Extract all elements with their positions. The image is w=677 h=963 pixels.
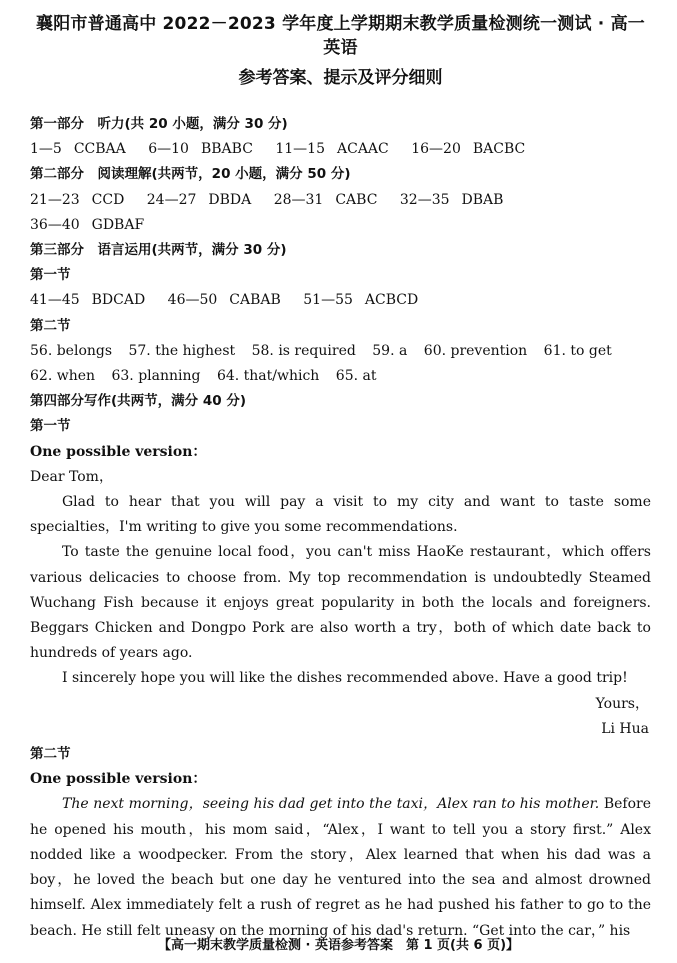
answer-range: 6—10 bbox=[148, 141, 189, 158]
answer-range: 21—23 bbox=[30, 191, 80, 208]
answer-range: 36—40 bbox=[30, 216, 80, 233]
answer-range: 32—35 bbox=[399, 191, 450, 208]
story-paragraph bbox=[30, 792, 651, 943]
answer-letters: BBABC bbox=[200, 141, 253, 158]
answer-letters: ACAAC bbox=[337, 141, 389, 158]
letter-greeting: Dear Tom， bbox=[30, 468, 113, 485]
part2-answers-row2 bbox=[30, 213, 651, 238]
fill-answer: 60. prevention bbox=[423, 342, 528, 359]
part3-section2-label: 第二节 bbox=[30, 317, 71, 334]
page-footer: 【高一期末教学质量检测 · 英语参考答案 第 1 页(共 6 页)】 bbox=[157, 938, 520, 953]
letter-paragraph-3: I sincerely hope you will like the dishes recommended above. Have a good trip! bbox=[62, 670, 628, 687]
version-label: One possible version： bbox=[30, 443, 207, 460]
document-title: 襄阳市普通高中 2022－2023 学年度上学期期末教学质量检测统一测试 · 高一英语 bbox=[36, 14, 645, 58]
part4-heading: 第四部分写作(共两节，满分 40 分) bbox=[30, 393, 247, 410]
answer-letters: BDCAD bbox=[91, 292, 146, 309]
answer-range: 1—5 bbox=[30, 141, 62, 158]
story-body: Before he opened his mouth，his mom said，“Alex，I want to tell you a story first.” Alex nodded like a woodpecker. From the story，Alex learned that when his dad was a boy，he loved the beach but one day he ventured into the sea and almost drowned himself. Alex immediately felt a rush of regret as he had pushed his father to go to the beach. He still felt uneasy on the morning of his dad's return. “Get into the car，” his bbox=[30, 796, 651, 939]
fill-answer: 56. belongs bbox=[30, 342, 113, 359]
fill-answer: 59. a bbox=[372, 342, 408, 359]
answer-letters: ACBCD bbox=[364, 292, 419, 309]
part4-section1-label: 第一节 bbox=[30, 418, 71, 435]
answer-range: 41—45 bbox=[30, 292, 80, 309]
answer-letters: CABC bbox=[335, 191, 378, 208]
answer-letters: GDBAF bbox=[91, 216, 145, 233]
letter-paragraph-2: To taste the genuine local food，you can't miss HaoKe restaurant，which offers various delicacies to choose from. My top recommendation is undoubtedly Steamed Wuchang Fish because it enjoys great popularity in both the locals and foreigners. Beggars Chicken and Dongpo Pork are also worth a try，both of which date back to hundreds of years ago. bbox=[30, 544, 651, 662]
answer-letters: CCBAA bbox=[73, 141, 126, 158]
fill-answer: 63. planning bbox=[111, 368, 201, 385]
fill-answer: 58. is required bbox=[251, 342, 356, 359]
part3-section2-row2 bbox=[30, 364, 651, 389]
fill-answer: 65. at bbox=[335, 368, 377, 385]
answer-range: 28—31 bbox=[273, 191, 324, 208]
document-subtitle: 参考答案、提示及评分细则 bbox=[238, 68, 443, 88]
answer-range: 24—27 bbox=[146, 191, 197, 208]
letter-signature: Li Hua bbox=[601, 720, 649, 737]
fill-answer: 62. when bbox=[30, 368, 96, 385]
answer-letters: BACBC bbox=[472, 141, 526, 158]
answer-range: 51—55 bbox=[303, 292, 353, 309]
answer-letters: DBAB bbox=[461, 191, 504, 208]
part3-section1-label: 第一节 bbox=[30, 267, 71, 284]
fill-answer: 64. that/which bbox=[216, 368, 320, 385]
part2-answers-row1 bbox=[30, 188, 651, 213]
letter-closing: Yours， bbox=[595, 695, 649, 712]
part1-answers bbox=[30, 137, 651, 162]
answer-letters: CABAB bbox=[229, 292, 281, 309]
part1-heading: 第一部分 听力(共 20 小题，满分 30 分) bbox=[30, 116, 288, 132]
part3-section1-answers bbox=[30, 288, 651, 313]
part3-section2-row1 bbox=[30, 339, 651, 364]
part3-heading: 第三部分 语言运用(共两节，满分 30 分) bbox=[30, 242, 287, 259]
fill-answer: 61. to get bbox=[543, 342, 612, 359]
answer-letters: CCD bbox=[91, 191, 125, 208]
answer-range: 16—20 bbox=[411, 141, 461, 158]
part2-heading: 第二部分 阅读理解(共两节，20 小题，满分 50 分) bbox=[30, 166, 351, 183]
part4-section2-label: 第二节 bbox=[30, 746, 71, 763]
answer-letters: DBDA bbox=[208, 191, 252, 208]
answer-range: 46—50 bbox=[167, 292, 218, 309]
letter-paragraph-1: Glad to hear that you will pay a visit to my city and want to taste some specialties，I'm writing to give you some recommendations. bbox=[30, 494, 651, 536]
story-lead: The next morning，seeing his dad get into the taxi，Alex ran to his mother. bbox=[62, 796, 600, 813]
fill-answer: 57. the highest bbox=[128, 342, 236, 359]
version-label: One possible version： bbox=[30, 771, 207, 788]
answer-range: 11—15 bbox=[275, 141, 325, 158]
